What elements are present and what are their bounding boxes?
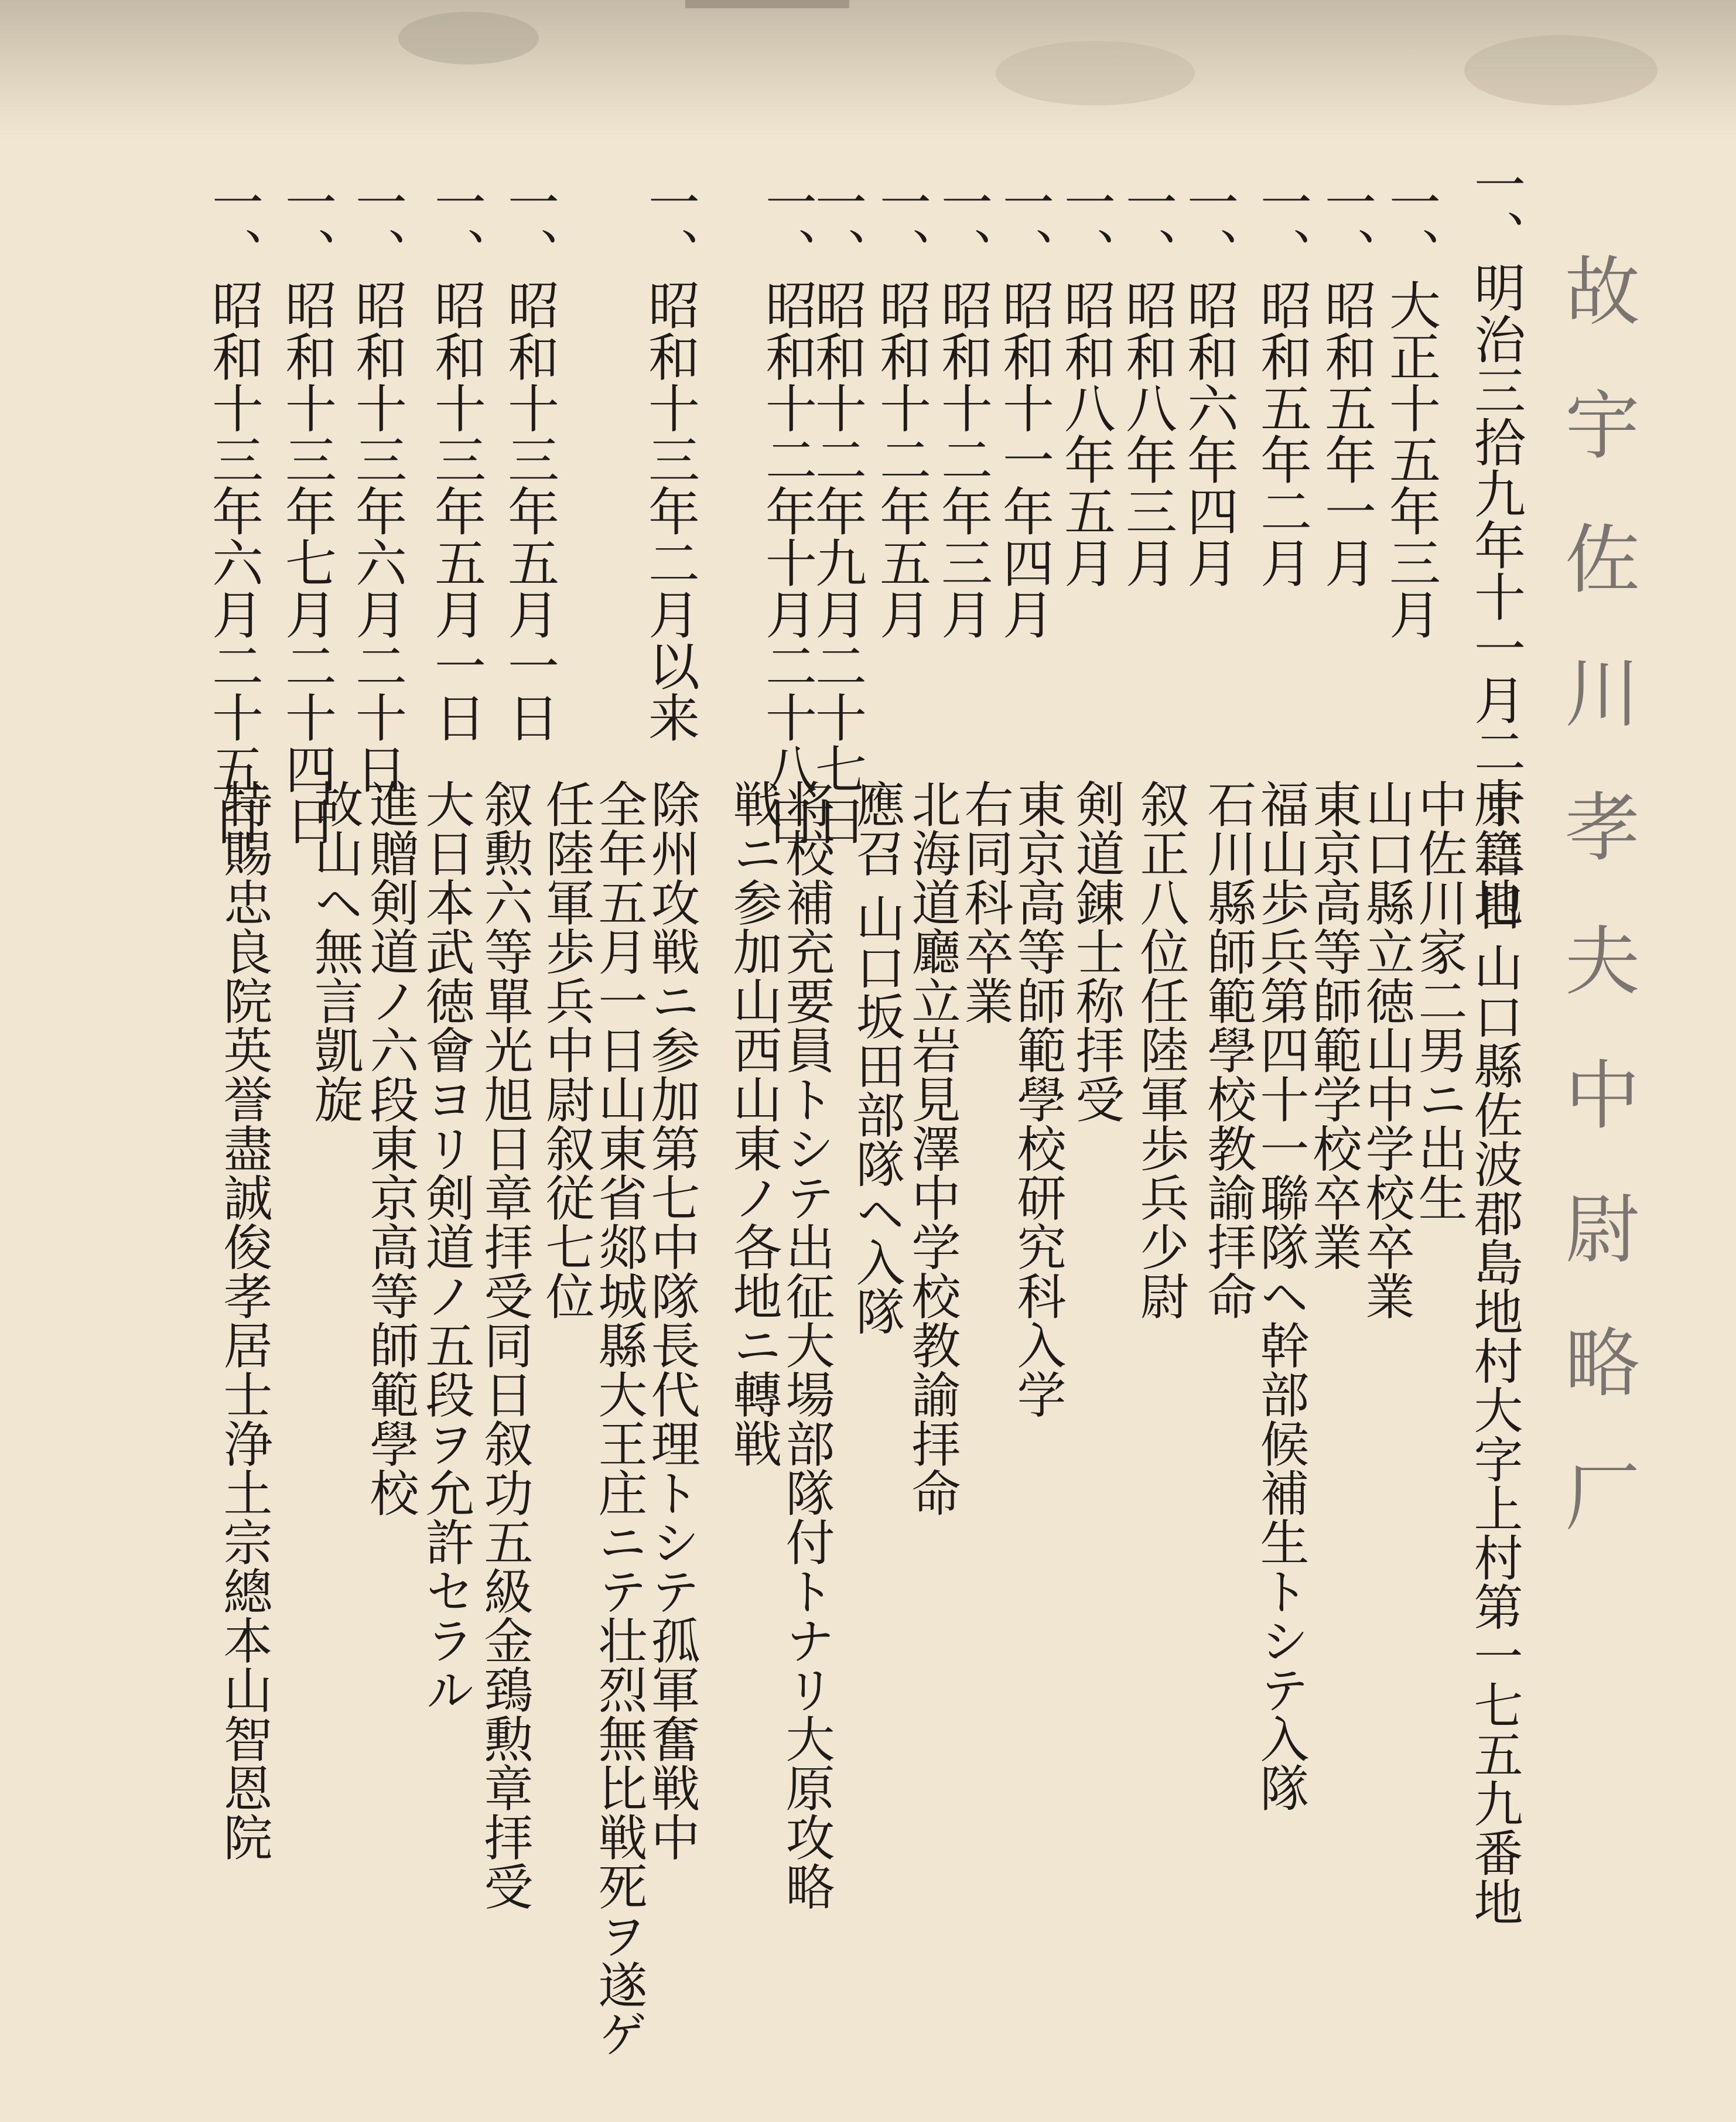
body-entry: 除州攻戦ニ参加第七中隊長代理トシテ孤軍奮戦中 bbox=[643, 779, 700, 1861]
date-entry: 一、昭和十三年六月二十五日 bbox=[204, 176, 264, 846]
body-entry: 東京高等師範學校研究科入学 bbox=[1009, 779, 1067, 1419]
body-entry: 将校補充要員トシテ出征大場部隊付トナリ大原攻略 bbox=[778, 779, 835, 1911]
body-entry: 中佐川家二男ニ出生 bbox=[1410, 779, 1468, 1222]
date-entry: 一、大正十五年三月 bbox=[1381, 176, 1441, 640]
body-entry: 特賜忠良院英誉盡誠俊孝居士浄土宗總本山智恩院 bbox=[216, 779, 273, 1861]
date-entry: 一、昭和十二年十月二十八日 bbox=[757, 176, 818, 846]
name-annotation: 故 宇 佐 川 孝 夫 中 尉 略 厂 bbox=[1552, 252, 1639, 1550]
body-entry: 原籍地 山口縣佐波郡島地村大字上村第一七五九番地 bbox=[1466, 779, 1523, 1926]
paper-stain bbox=[996, 41, 1195, 105]
body-entry: 全年五月一日山東省郯城縣大王庄ニテ壮烈無比戦死ヲ遂ゲ bbox=[590, 779, 648, 2058]
body-entry: 東京高等師範学校卒業 bbox=[1305, 779, 1362, 1271]
body-entry: 任陸軍歩兵中尉叙従七位 bbox=[538, 779, 595, 1320]
body-entry: 故山ヘ無言凱旋 bbox=[306, 779, 364, 1123]
body-entry: 叙勲六等單光旭日章拝受同日叙功五級金鵄勲章拝受 bbox=[476, 779, 534, 1911]
date-entry: 一、昭和十三年七月二十四日 bbox=[277, 176, 337, 846]
body-entry: 戦ニ参加山西山東ノ各地ニ轉戦 bbox=[725, 779, 782, 1468]
date-entry: 一、昭和五年一月 bbox=[1317, 176, 1377, 588]
body-entry: 叙正八位任陸軍歩兵少尉 bbox=[1132, 779, 1190, 1320]
body-entry: 北海道廳立岩見澤中学校教諭拝命 bbox=[904, 779, 961, 1517]
date-entry: 一、明治三拾九年十一月二十二日 bbox=[1466, 158, 1526, 931]
paper-stain bbox=[1464, 35, 1658, 105]
date-entry: 一、昭和十三年二月以来 bbox=[640, 176, 700, 743]
date-entry: 一、昭和十三年五月一日 bbox=[426, 176, 487, 743]
date-entry: 一、昭和十一年四月 bbox=[995, 176, 1055, 640]
body-entry: 山口縣立徳山中学校卒業 bbox=[1358, 779, 1415, 1320]
date-entry: 一、昭和六年四月 bbox=[1179, 176, 1239, 588]
body-entry: 右同科卒業 bbox=[956, 779, 1014, 1025]
body-entry: 剣道錬士称拝受 bbox=[1068, 779, 1125, 1123]
date-entry: 一、昭和八年三月 bbox=[1118, 176, 1178, 588]
date-entry: 一、昭和十二年三月 bbox=[933, 176, 993, 640]
body-entry: 進贈剣道ノ六段東京高等師範學校 bbox=[362, 779, 419, 1517]
date-entry: 一、昭和八年五月 bbox=[1056, 176, 1116, 588]
paper-stain bbox=[398, 12, 539, 64]
date-entry: 一、昭和十二年九月二十七日 bbox=[807, 176, 867, 846]
date-entry: 一、昭和十三年五月一日 bbox=[500, 176, 560, 743]
paper-edge-mark bbox=[685, 0, 849, 8]
date-entry: 一、昭和十三年六月二十日 bbox=[347, 176, 408, 794]
body-entry: 石川縣師範學校教諭拝命 bbox=[1200, 779, 1257, 1320]
body-entry: 福山歩兵第四十一聯隊ヘ幹部候補生トシテ入隊 bbox=[1252, 779, 1310, 1812]
date-entry: 一、昭和十二年五月 bbox=[872, 176, 932, 640]
body-entry: 應召 山口坂田部隊ヘ入隊 bbox=[848, 779, 905, 1336]
body-entry: 大日本武徳會ヨリ剣道ノ五段ヲ允許セラル bbox=[418, 779, 475, 1714]
date-entry: 一、昭和五年二月 bbox=[1252, 176, 1313, 588]
